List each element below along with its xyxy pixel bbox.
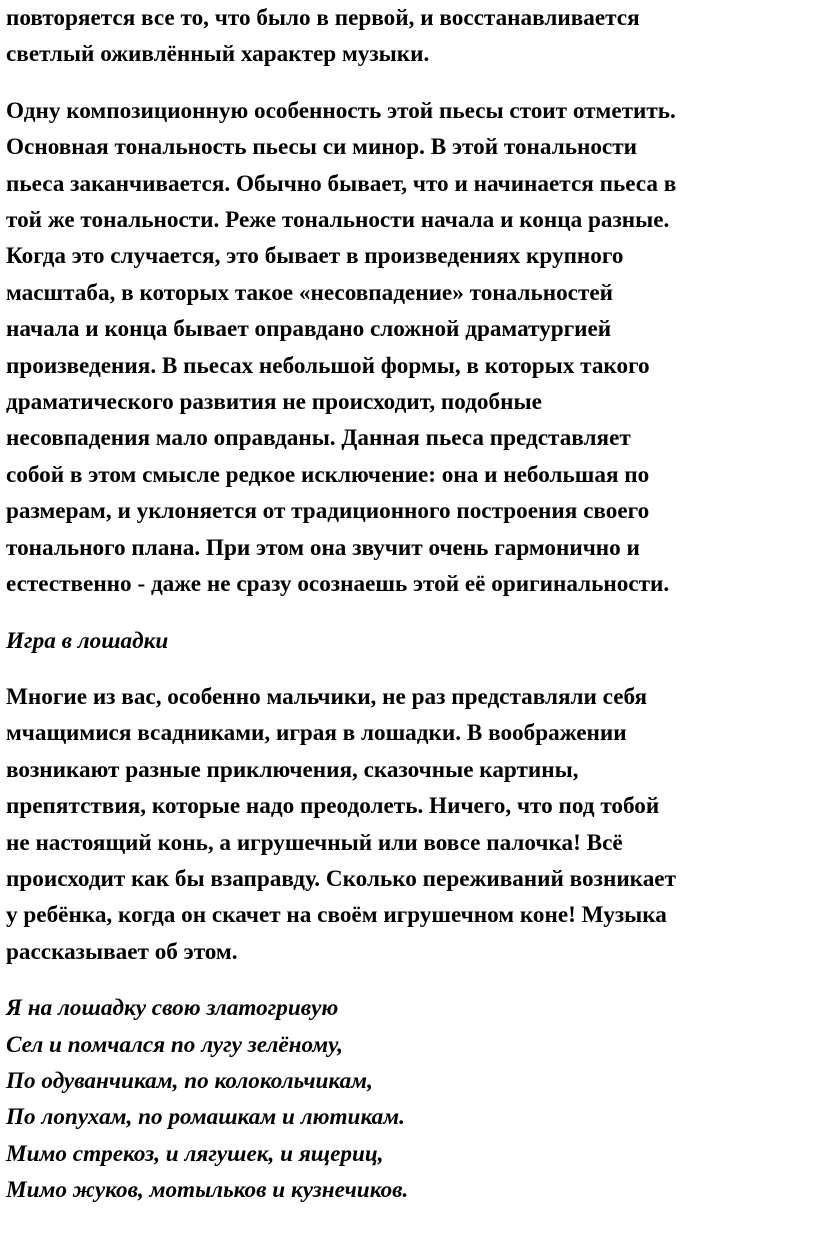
- text-line: Одну композиционную особенность этой пьесы стоит отметить.: [6, 97, 676, 124]
- text-line: Когда это случается, это бывает в произведениях крупного: [6, 243, 624, 270]
- paragraph-intro: [6, 0, 814, 73]
- text-line: пьеса заканчивается. Обычно бывает, что и начинается пьеса в: [6, 170, 677, 197]
- text-line: не настоящий конь, а игрушечный или вовсе палочка! Всё: [6, 829, 623, 856]
- paragraph-gap: [6, 659, 814, 679]
- poem-line: Мимо жуков, мотыльков и кузнечиков.: [6, 1177, 409, 1204]
- text-line: размерам, и уклоняется от традиционного построения своего: [6, 498, 650, 525]
- text-line: той же тональности. Реже тональности начала и конца разные.: [6, 207, 670, 234]
- poem-line: По одуванчикам, по колокольчикам,: [6, 1067, 373, 1094]
- paragraph-composition: [6, 93, 814, 603]
- text-line: рассказывает об этом.: [6, 938, 238, 965]
- paragraph-gap: [6, 603, 814, 623]
- poem-line: Мимо стрекоз, и лягушек, и ящериц,: [6, 1140, 384, 1167]
- text-line: возникают разные приключения, сказочные картины,: [6, 756, 579, 783]
- text-line: происходит как бы взаправду. Сколько переживаний возникает: [6, 865, 676, 892]
- paragraph-gap: [6, 970, 814, 990]
- text-line: светлый оживлённый характер музыки.: [6, 41, 430, 68]
- section-heading: [6, 623, 814, 659]
- text-line: препятствия, которые надо преодолеть. Ничего, что под тобой: [6, 793, 660, 820]
- poem-line: Я на лошадку свою златогривую: [6, 995, 339, 1022]
- text-line: у ребёнка, когда он скачет на своём игрушечном коне! Музыка: [6, 902, 667, 929]
- heading-line: Игра в лошадки: [6, 627, 169, 654]
- document-page: [6, 0, 814, 1209]
- poem-line: Сел и помчался по лугу зелёному,: [6, 1031, 344, 1058]
- text-line: Многие из вас, особенно мальчики, не раз представляли себя: [6, 683, 648, 710]
- text-line: собой в этом смысле редкое исключение: она и небольшая по: [6, 461, 650, 488]
- text-line: тонального плана. При этом она звучит очень гармонично и: [6, 534, 640, 561]
- text-line: произведения. В пьесах небольшой формы, в которых такого: [6, 352, 650, 379]
- text-line: несовпадения мало оправданы. Данная пьеса представляет: [6, 425, 631, 452]
- text-line: повторяется все то, что было в первой, и восстанавливается: [6, 5, 640, 31]
- paragraph-gap: [6, 73, 814, 93]
- paragraph-horses: [6, 679, 814, 970]
- text-line: драматического развития не происходит, подобные: [6, 389, 542, 416]
- poem-line: По лопухам, по ромашкам и лютикам.: [6, 1104, 405, 1131]
- text-line: начала и конца бывает оправдано сложной драматургией: [6, 316, 612, 343]
- text-line: мчащимися всадниками, играя в лошадки. В воображении: [6, 720, 627, 747]
- text-line: Основная тональность пьесы си минор. В этой тональности: [6, 134, 637, 161]
- text-line: естественно - даже не сразу осознаешь этой её оригинальности.: [6, 571, 670, 598]
- poem: [6, 990, 814, 1208]
- text-line: масштаба, в которых такое «несовпадение» тональностей: [6, 279, 614, 306]
